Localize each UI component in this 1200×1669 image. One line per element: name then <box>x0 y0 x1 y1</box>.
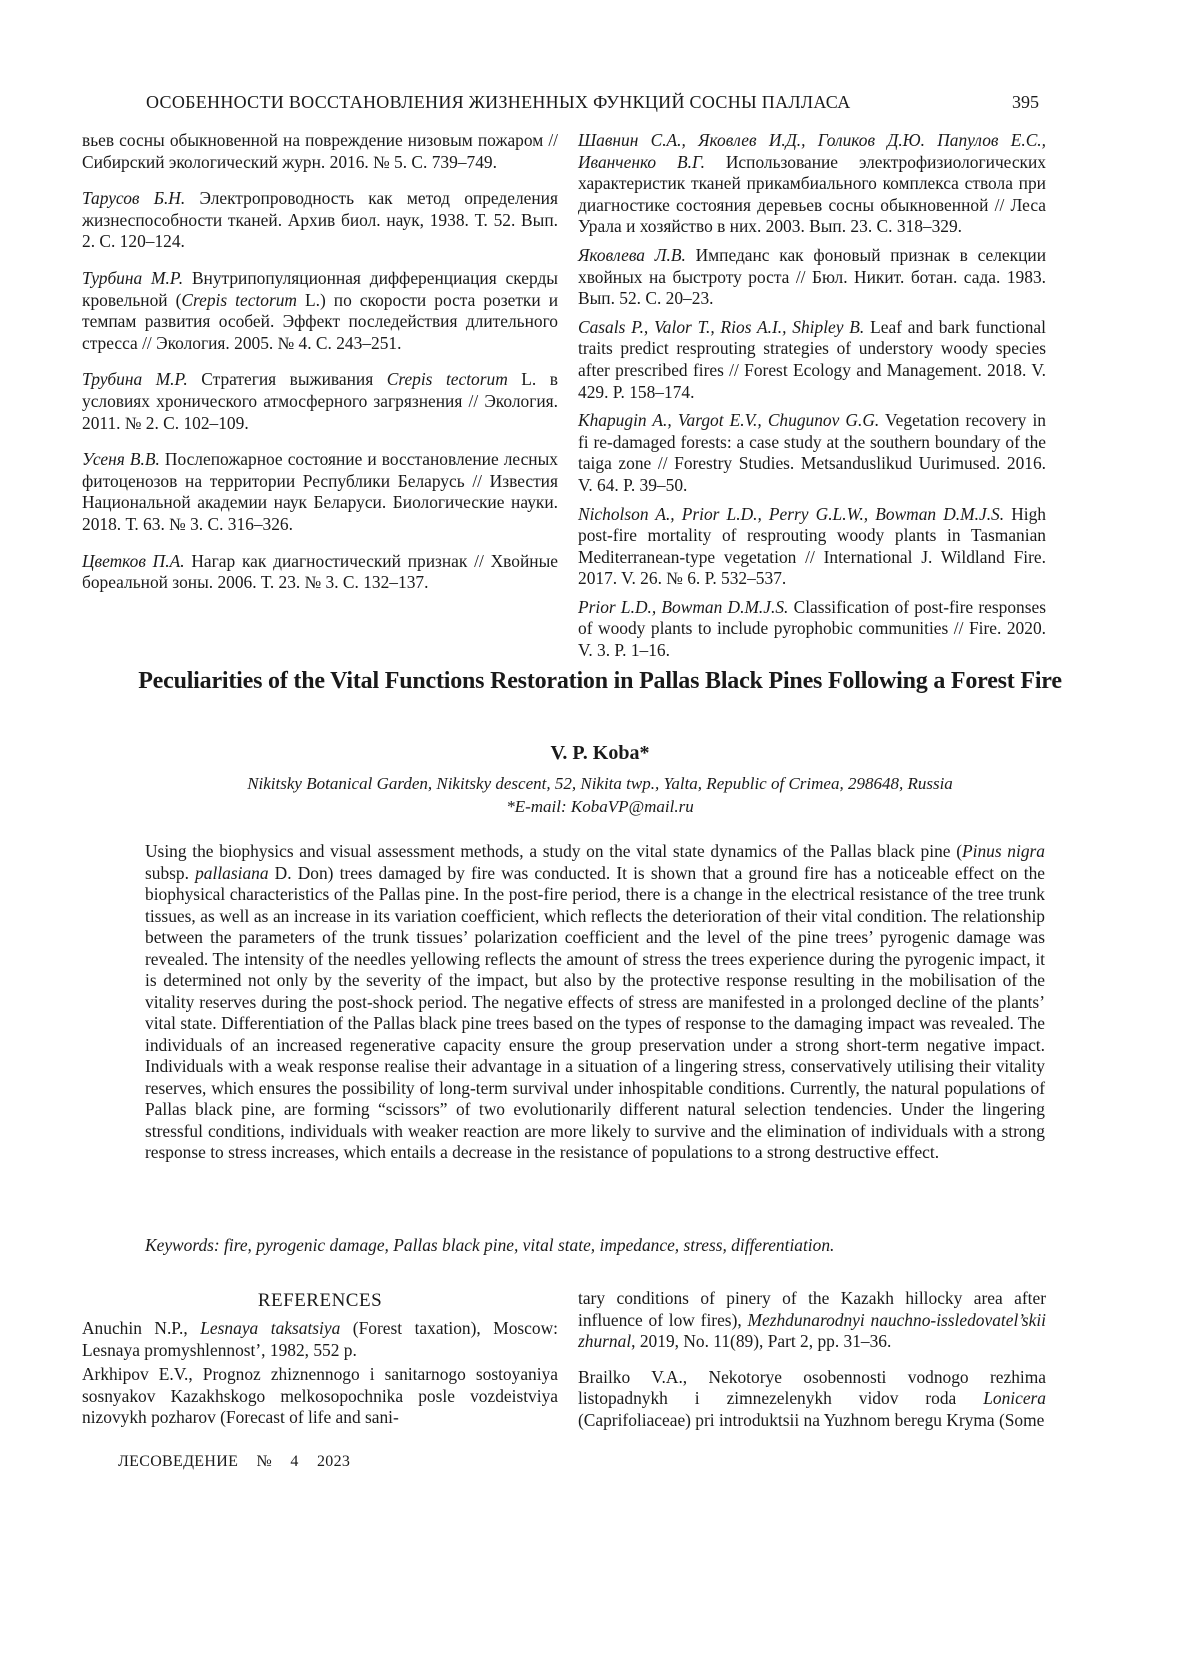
en-references-right <box>578 1288 1046 1435</box>
italic-text: Casals P., Valor T., Rios A.I., Shipley B. <box>578 317 864 337</box>
italic-text: Crepis tectorum <box>181 290 297 310</box>
italic-text: Nicholson A., Prior L.D., Perry G.L.W., Bowman D.M.J.S. <box>578 504 1004 524</box>
italic-text: Prior L.D., Bowman D.M.J.S. <box>578 597 788 617</box>
ru-references-right <box>578 130 1046 669</box>
text: L. в условиях хронического атмосферного загрязнения // Экология. 2011. № 2. С. 102–109. <box>82 369 558 432</box>
italic-text: Crepis tectorum <box>387 369 508 389</box>
reference-entry <box>578 597 1046 662</box>
italic-text: Pinus nigra <box>962 841 1045 861</box>
text: Послепожарное состояние и восстановление лесных фитоценозов на территории Республики Беларусь // Известия Национальной академии наук Беларуси. Биологические науки. 2018. Т. 63. № 3. С. 316–326. <box>82 449 558 534</box>
italic-text: Турбина М.Р. <box>82 268 183 288</box>
italic-text: Lesnaya taksatsiya <box>200 1318 340 1338</box>
page-number: 395 <box>1012 92 1039 113</box>
italic-text: Тарусов Б.Н. <box>82 188 185 208</box>
reference-entry <box>578 245 1046 310</box>
italic-text: Mezhdunarodnyi nauchno-issledovatel’skii zhurnal <box>578 1310 1046 1352</box>
footer <box>118 1453 350 1471</box>
affiliation <box>0 772 1200 818</box>
reference-entry <box>82 268 558 354</box>
reference-entry <box>578 504 1046 590</box>
issue-number: № 4 <box>256 1453 298 1470</box>
italic-text: Khapugin A., Vargot E.V., Chugunov G.G. <box>578 410 879 430</box>
italic-text: Трубина М.Р. <box>82 369 188 389</box>
text: tary conditions of pinery of the Kazakh hillocky area after influence of low fires), <box>578 1288 1046 1330</box>
reference-entry <box>578 317 1046 403</box>
reference-entry <box>578 130 1046 238</box>
text: Vegetation recovery in fi re-damaged forests: a case study at the southern boundary of the taiga zone // Forestry Studies. Metsanduslikud Uurimused. 2016. V. 64. P. 39–50. <box>578 410 1046 495</box>
text: , 2019, No. 11(89), Part 2, pp. 31–36. <box>631 1331 891 1351</box>
text: Anuchin N.P., <box>82 1318 200 1338</box>
reference-entry <box>82 449 558 535</box>
text: Электропроводность как метод определения жизнеспособности тканей. Архив биол. наук, 1938. Т. 52. Вып. 2. С. 120–124. <box>82 188 558 251</box>
text: Classification of post-fire responses of woody plants to include pyrophobic communities // Fire. 2020. V. 3. P. 1–16. <box>578 597 1046 660</box>
text: Нагар как диагностический признак // Хвойные бореальной зоны. 2006. Т. 23. № 3. С. 132–137. <box>82 551 558 593</box>
text: Arkhipov E.V., Prognoz zhiznennogo i sanitarnogo sostoyaniya sosnyakov Kazakhskogo melkosopochnika posle vozdeistviya nizovykh pozharov (Forecast of life and sani- <box>82 1364 558 1427</box>
text: L.) по скорости роста розетки и темпам развития особей. Эффект последействия длительного стресса // Экология. 2005. № 4. С. 243–251. <box>82 290 558 353</box>
italic-text: Шавнин С.А., Яковлев И.Д., Голиков Д.Ю. Папулов Е.С., Иванченко В.Г. <box>578 130 1046 172</box>
text: Using the biophysics and visual assessment methods, a study on the vital state dynamics of the Pallas black pine ( <box>145 841 962 861</box>
year: 2023 <box>317 1453 350 1470</box>
text: Импеданс как фоновый признак в селекции хвойных на быстроту роста // Бюл. Никит. ботан. сада. 1983. Вып. 52. С. 20–23. <box>578 245 1046 308</box>
text: Использование электрофизиологических характеристик тканей прикамбиального комплекса ствола при диагностике состояния деревьев сосны обыкновенной // Леса Урала и хозяйство в них. 2003. Вып. 23. С. 318–329. <box>578 152 1046 237</box>
reference-entry <box>578 410 1046 496</box>
reference-entry <box>82 369 558 434</box>
text: High post-fire mortality of resprouting woody plants in Tasmanian Mediterranean-type vegetation // International J. Wildland Fire. 2017. V. 26. № 6. P. 532–537. <box>578 504 1046 589</box>
article-author: V. P. Koba* <box>0 742 1200 765</box>
reference-entry <box>82 1318 558 1361</box>
reference-entry <box>82 130 558 173</box>
text: вьев сосны обыкновенной на повреждение низовым пожаром // Сибирский экологический журн. 2016. № 5. С. 739–749. <box>82 130 558 172</box>
reference-entry <box>578 1367 1046 1432</box>
text: Внутрипопуляционная дифференциация скерды кровельной ( <box>82 268 558 310</box>
reference-entry <box>82 551 558 594</box>
italic-text: pallasiana <box>195 863 268 883</box>
text: (Forest taxation), Moscow: Lesnaya promyshlennost’, 1982, 552 p. <box>82 1318 558 1360</box>
keywords: Keywords: fire, pyrogenic damage, Pallas black pine, vital state, impedance, stress, differentiation. <box>145 1235 1045 1256</box>
abstract <box>145 841 1045 1164</box>
italic-text: Lonicera <box>983 1388 1046 1408</box>
article-title: Peculiarities of the Vital Functions Restoration in Pallas Black Pines Following a Forest Fire <box>100 665 1100 697</box>
author-email: *E-mail: KobaVP@mail.ru <box>0 795 1200 818</box>
text: Стратегия выживания <box>188 369 387 389</box>
running-title: ОСОБЕННОСТИ ВОССТАНОВЛЕНИЯ ЖИЗНЕННЫХ ФУНКЦИЙ СОСНЫ ПАЛЛАСА <box>146 92 1046 113</box>
journal-name: ЛЕСОВЕДЕНИЕ <box>118 1453 238 1470</box>
references-heading: REFERENCES <box>82 1290 558 1312</box>
text: Brailko V.A., Nekotorye osobennosti vodnogo rezhima listopadnykh i zimnezelenykh vidov roda <box>578 1367 1046 1409</box>
ru-references-left <box>82 130 558 609</box>
text: Leaf and bark functional traits predict resprouting strategies of understory woody species after prescribed fires // Forest Ecology and Management. 2018. V. 429. P. 158–174. <box>578 317 1046 402</box>
reference-entry <box>82 188 558 253</box>
reference-entry <box>82 1364 558 1429</box>
text: D. Don) trees damaged by fire was conducted. It is shown that a ground fire has a noticeable effect on the biophysical characteristics of the Pallas pine. In the post-fire period, there is a change in the electrical resistance of the tree trunk tissues, as well as an increase in its variation coefficient, which reflects the deterioration of their vital condition. The relationship between the parameters of the trunk tissues’ polarization coefficient and the level of the pine trees’ pyrogenic damage was revealed. The intensity of the needles yellowing reflects the amount of stress the trees experience during the pyrogenic impact, it is determined not only by the severity of the impact, but also by the protective response resulting in the mobilisation of the vitality reserves during the post-shock period. The negative effects of stress are manifested in a prolonged decline of the plants’ vital state. Differentiation of the Pallas black pine trees based on the types of response to the damaging impact was revealed. The individuals of an increased regenerative capacity ensure the group preservation under a strong short-term negative impact. Individuals with a weak response realise their advantage in a situation of a lingering stress, conservatively utilising their vitality reserves, which ensures the possibility of long-term survival under inhospitable conditions. Currently, the natural populations of Pallas black pine, are forming “scissors” of two evolutionarily different natural selection tendencies. Under the lingering stressful conditions, individuals with weaker reaction are more likely to survive and the elimination of individuals with a strong response to stress increases, which entails a decrease in the resistance of populations to a strong destructive effect. <box>145 863 1045 1163</box>
italic-text: Цветков П.А. <box>82 551 185 571</box>
text: (Caprifoliaceae) pri introduktsii na Yuzhnom beregu Kryma (Some <box>578 1410 1044 1430</box>
text: subsp. <box>145 863 195 883</box>
italic-text: Яковлева Л.В. <box>578 245 686 265</box>
italic-text: Усеня В.В. <box>82 449 160 469</box>
affiliation-text: Nikitsky Botanical Garden, Nikitsky descent, 52, Nikita twp., Yalta, Republic of Crimea, 298648, Russia <box>0 772 1200 795</box>
reference-entry <box>578 1288 1046 1353</box>
en-references-left <box>82 1318 558 1432</box>
